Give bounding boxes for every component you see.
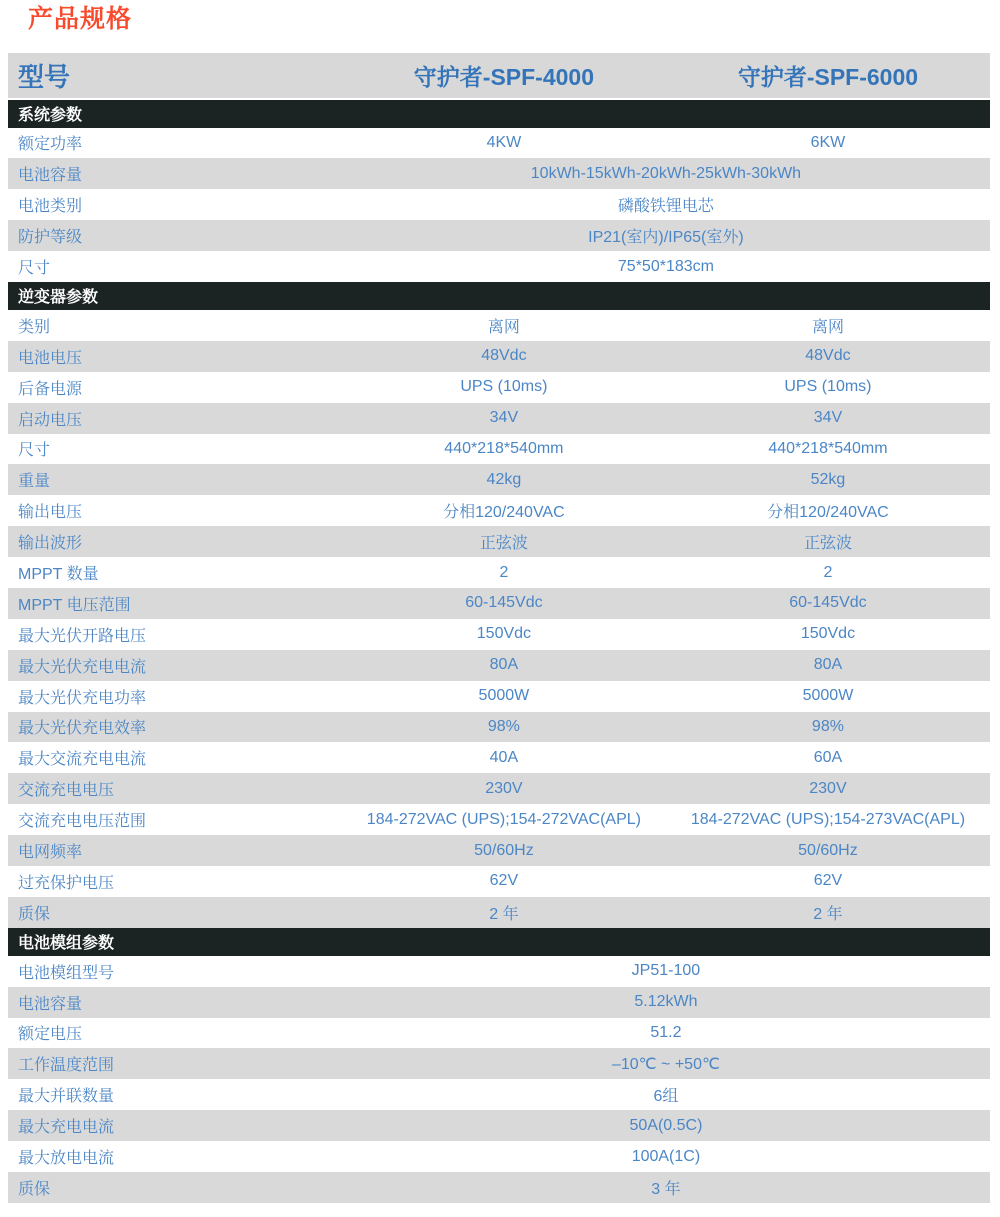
spec-row — [8, 956, 990, 987]
row-value-spf-6000: 184-272VAC (UPS);154-273VAC(APL) — [690, 810, 966, 828]
row-value-span: 磷酸铁锂电芯 — [617, 198, 714, 216]
row-value-spf-4000: 80A — [489, 656, 519, 674]
spec-row — [8, 189, 990, 220]
header-model-spf-4000: 守护者-SPF-4000 — [413, 63, 594, 90]
spec-row — [8, 557, 990, 588]
row-value-span: 5.12kWh — [634, 993, 698, 1011]
spec-row — [8, 1048, 990, 1079]
row-label: 最大光伏开路电压 — [18, 627, 147, 645]
row-label: MPPT 电压范围 — [18, 596, 131, 614]
section-header: 逆变器参数 — [8, 282, 990, 310]
row-label: 电池类别 — [18, 198, 83, 216]
row-value-spf-4000: 4KW — [486, 133, 522, 151]
row-value-spf-4000: 2 年 — [489, 905, 519, 923]
row-label: 最大并联数量 — [18, 1088, 115, 1106]
spec-row — [8, 681, 990, 712]
spec-row — [8, 1079, 990, 1110]
row-label: 过充保护电压 — [18, 874, 115, 892]
row-value-spf-6000: 62V — [813, 872, 843, 890]
row-value-spf-4000: 40A — [489, 748, 519, 766]
row-label: MPPT 数量 — [18, 566, 99, 584]
row-value-spf-4000: 离网 — [487, 318, 520, 336]
spec-row — [8, 251, 990, 282]
row-value-span: 100A(1C) — [631, 1147, 701, 1165]
row-label: 电池容量 — [18, 167, 83, 185]
row-label: 最大放电电流 — [18, 1150, 115, 1168]
row-value-span: 10kWh-15kWh-20kWh-25kWh-30kWh — [530, 164, 802, 182]
row-value-span: 6组 — [653, 1088, 679, 1106]
spec-row — [8, 866, 990, 897]
spec-row — [8, 588, 990, 619]
row-label: 输出电压 — [18, 504, 83, 522]
spec-row — [8, 804, 990, 835]
section-header: 系统参数 — [8, 100, 990, 128]
row-value-spf-6000: 2 年 — [813, 905, 843, 923]
spec-row — [8, 619, 990, 650]
row-value-spf-6000: 150Vdc — [800, 625, 856, 643]
row-label: 电网频率 — [18, 844, 83, 862]
row-value-spf-4000: 2 — [499, 563, 509, 581]
spec-row — [8, 464, 990, 495]
row-value-span: JP51-100 — [631, 962, 701, 980]
row-value-spf-6000: 98% — [811, 717, 844, 735]
row-value-spf-6000: 正弦波 — [803, 535, 852, 553]
header-model-label: 型号 — [18, 61, 71, 92]
row-value-spf-4000: UPS (10ms) — [460, 378, 548, 396]
row-value-span: 51.2 — [650, 1023, 682, 1041]
spec-table — [8, 53, 990, 1203]
row-value-span: 3 年 — [651, 1180, 681, 1198]
spec-row — [8, 1141, 990, 1172]
row-value-span: –10℃ ~ +50℃ — [611, 1055, 720, 1073]
row-value-spf-6000: 80A — [813, 656, 843, 674]
page-title: 产品规格 — [28, 5, 133, 33]
row-label: 额定功率 — [18, 136, 83, 154]
row-label: 最大光伏充电效率 — [18, 720, 147, 738]
row-label: 最大光伏充电电流 — [18, 658, 147, 676]
row-value-spf-6000: 离网 — [811, 318, 844, 336]
spec-row — [8, 1018, 990, 1049]
row-value-spf-4000: 5000W — [478, 687, 530, 705]
row-value-span: 50A(0.5C) — [629, 1116, 703, 1134]
section-header: 电池模组参数 — [8, 928, 990, 956]
row-label: 启动电压 — [18, 411, 83, 429]
spec-row — [8, 712, 990, 743]
spec-row — [8, 742, 990, 773]
row-label: 质保 — [18, 1180, 51, 1198]
row-value-spf-6000: 5000W — [802, 687, 854, 705]
row-label: 电池容量 — [18, 995, 83, 1013]
row-value-spf-6000: UPS (10ms) — [784, 378, 872, 396]
row-value-spf-6000: 50/60Hz — [798, 841, 858, 859]
row-value-spf-4000: 440*218*540mm — [444, 439, 564, 457]
spec-row — [8, 526, 990, 557]
row-label: 交流充电电压范围 — [18, 813, 147, 831]
spec-row — [8, 495, 990, 526]
spec-row — [8, 372, 990, 403]
spec-row — [8, 835, 990, 866]
row-value-spf-4000: 34V — [489, 409, 519, 427]
spec-row — [8, 341, 990, 372]
spec-row — [8, 310, 990, 341]
row-value-spf-4000: 98% — [487, 717, 520, 735]
row-value-spf-4000: 150Vdc — [476, 625, 532, 643]
spec-row — [8, 987, 990, 1018]
row-value-spf-4000: 分相120/240VAC — [443, 504, 565, 522]
row-label: 类别 — [18, 318, 51, 336]
spec-row — [8, 220, 990, 251]
row-value-spf-6000: 60-145Vdc — [789, 594, 867, 612]
row-value-spf-6000: 440*218*540mm — [768, 439, 888, 457]
row-value-spf-4000: 正弦波 — [479, 535, 528, 553]
row-label: 额定电压 — [18, 1026, 83, 1044]
row-value-spf-6000: 6KW — [810, 133, 846, 151]
row-label: 质保 — [18, 905, 51, 923]
table-header-row — [8, 53, 990, 100]
page — [0, 6, 1000, 1203]
spec-row — [8, 897, 990, 928]
spec-row — [8, 650, 990, 681]
row-label: 尺寸 — [18, 260, 51, 277]
row-label: 电池电压 — [18, 349, 83, 367]
header-model-spf-6000: 守护者-SPF-6000 — [737, 63, 919, 90]
row-value-spf-4000: 230V — [485, 779, 523, 797]
row-label: 最大充电电流 — [18, 1119, 115, 1137]
row-value-spf-4000: 48Vdc — [481, 347, 527, 365]
row-value-spf-6000: 52kg — [810, 470, 846, 488]
row-label: 输出波形 — [18, 535, 83, 553]
row-label: 后备电源 — [18, 380, 83, 398]
spec-row — [8, 158, 990, 189]
row-value-span: 75*50*183cm — [617, 257, 714, 275]
row-label: 尺寸 — [18, 442, 51, 460]
row-label: 电池模组型号 — [18, 964, 115, 982]
row-value-spf-6000: 分相120/240VAC — [767, 504, 889, 522]
row-label: 交流充电电压 — [18, 782, 115, 800]
row-value-spf-4000: 60-145Vdc — [465, 594, 543, 612]
spec-row — [8, 1110, 990, 1141]
spec-row — [8, 434, 990, 465]
row-label: 重量 — [18, 473, 51, 491]
row-value-spf-4000: 50/60Hz — [474, 841, 534, 859]
spec-row — [8, 773, 990, 804]
spec-row — [8, 128, 990, 159]
spec-row — [8, 403, 990, 434]
row-value-spf-6000: 230V — [809, 779, 847, 797]
row-value-spf-6000: 34V — [813, 409, 843, 427]
row-label: 防护等级 — [18, 229, 83, 247]
table-body — [8, 100, 990, 1203]
row-label: 最大交流充电电流 — [18, 751, 147, 769]
row-value-spf-4000: 62V — [489, 872, 519, 890]
row-value-spf-4000: 42kg — [486, 470, 522, 488]
row-value-spf-6000: 2 — [823, 563, 833, 581]
row-value-span: IP21(室内)/IP65(室外) — [588, 229, 744, 247]
spec-row — [8, 1172, 990, 1203]
row-value-spf-6000: 48Vdc — [805, 347, 851, 365]
row-label: 最大光伏充电功率 — [18, 689, 147, 707]
row-label: 工作温度范围 — [18, 1057, 115, 1075]
row-value-spf-6000: 60A — [813, 748, 843, 766]
row-value-spf-4000: 184-272VAC (UPS);154-272VAC(APL) — [366, 810, 641, 828]
